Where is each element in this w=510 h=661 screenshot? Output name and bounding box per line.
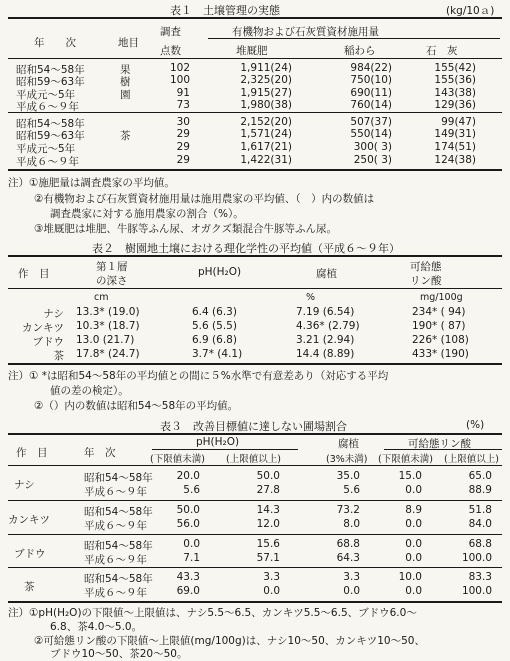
- table3-header-ph-low: (下限値未満): [150, 454, 205, 465]
- table3-ph-high: 12.0: [256, 518, 280, 530]
- table1-count: 73: [176, 99, 190, 111]
- table3-ph-high: 14.3: [256, 504, 280, 516]
- table1-header-straw: 稲わら: [344, 45, 376, 57]
- table3-group-rule: [8, 567, 502, 568]
- table1-count: 30: [176, 116, 190, 128]
- table3-p-rule: [384, 449, 502, 450]
- table1-header-group: 有機物および石灰質資材施用量: [232, 26, 379, 38]
- table3-humus: 64.3: [336, 552, 360, 564]
- table3-ph-low: 0.0: [183, 538, 200, 550]
- table2-header-rule: [8, 288, 502, 289]
- table2-unit-p: mg/100g: [420, 292, 463, 303]
- table1-manure: 1,915(27): [240, 87, 292, 99]
- table2-header-humus: 腐植: [316, 268, 337, 280]
- table3-note-1: 注）①pH(H₂O)の下限値～上限値は、ナシ5.5～6.5、カンキツ5.5～6.5、ブドウ6.0～: [8, 607, 417, 619]
- table3-humus: 8.0: [343, 518, 360, 530]
- table1-lime: 149(31): [434, 128, 476, 140]
- table3-crop: 茶: [24, 581, 35, 593]
- table3-header-ph: pH(H₂O): [196, 436, 240, 448]
- table2-depth: 10.3* (18.7): [76, 320, 140, 332]
- table3-p-high: 84.0: [468, 518, 492, 530]
- table1-note-4: ③堆厩肥は堆肥、牛豚等ふん尿、オガクズ類混合牛豚等ふん尿。: [34, 223, 337, 235]
- table3-note-2: 6.8、茶4.0～5.0。: [50, 621, 143, 633]
- table3-header-humus-sub: (3%未満): [326, 454, 368, 465]
- table3-ph-high: 0.0: [263, 585, 280, 597]
- table1-straw: 300( 3): [353, 141, 392, 153]
- table1-year: 昭和59～63年: [16, 130, 85, 142]
- table3-ph-high: 3.3: [263, 571, 280, 583]
- table3-ph-rule: [152, 449, 298, 450]
- table3-ph-low: 69.0: [176, 585, 200, 597]
- table1-year: 平成元～5年: [16, 143, 76, 155]
- table2-crop: ブドウ: [32, 336, 64, 348]
- table3-note-3: ②可給態リン酸の下限値～上限値(mg/100g)は、ナシ10～50、カンキツ10～50、: [34, 635, 425, 647]
- table3-ph-high: 15.6: [256, 538, 280, 550]
- table3-header-crop: 作 目: [16, 447, 48, 459]
- table1-area-fruit-1: 果: [120, 64, 131, 76]
- table3-header-rule: [8, 465, 502, 466]
- table1-count: 91: [176, 87, 190, 99]
- table3-p-low: 10.0: [398, 571, 422, 583]
- table3-year: 平成６～９年: [84, 554, 147, 566]
- table1-year: 平成６～９年: [16, 156, 79, 168]
- table2-depth: 17.8* (24.7): [76, 348, 140, 360]
- table3-ph-high: 57.1: [256, 552, 280, 564]
- table3-crop: ブドウ: [14, 548, 46, 560]
- table2-unit-depth: cm: [94, 292, 109, 303]
- table3-crop: ナシ: [14, 479, 35, 491]
- table2-humus: 7.19 (6.54): [296, 306, 355, 318]
- table2-note-1: 注）① *は昭和54～58年の平均値との間に５%水準で有意差あり（対応する平均: [8, 370, 389, 382]
- table3-ph-low: 56.0: [176, 518, 200, 530]
- table3-header-p-high: (上限値以上): [444, 454, 499, 465]
- table1-manure: 1,911(24): [240, 62, 292, 74]
- table1-year: 平成６～９年: [16, 101, 79, 113]
- table1-manure: 1,617(21): [240, 141, 292, 153]
- table2-p: 433* (190): [412, 348, 469, 360]
- table3-p-low: 0.0: [405, 518, 422, 530]
- table3-group-rule: [8, 500, 502, 501]
- table3-ph-high: 50.0: [256, 470, 280, 482]
- table3-year: 昭和54～58年: [84, 506, 153, 518]
- table1-header-area: 地目: [118, 37, 139, 49]
- table3-year: 平成６～９年: [84, 486, 147, 498]
- table3-humus: 68.8: [336, 538, 360, 550]
- table1-year: 昭和54～58年: [16, 64, 85, 76]
- table3-top-rule: [8, 433, 502, 435]
- table3-year: 昭和54～58年: [84, 573, 153, 585]
- table1-note-3: 調査農家に対する施用農家の割合（%）。: [50, 208, 244, 220]
- table1-lime: 129(36): [434, 99, 476, 111]
- table3-p-high: 100.0: [461, 585, 492, 597]
- table1-count: 29: [176, 141, 190, 153]
- table3-ph-high: 27.8: [256, 484, 280, 496]
- table2-p: 234* ( 94): [412, 306, 466, 318]
- table1-lime: 155(36): [434, 74, 476, 86]
- table3-humus: 5.6: [343, 484, 360, 496]
- table1-note-1: 注）①施肥量は調査農家の平均値。: [8, 177, 175, 189]
- table3-crop: カンキツ: [8, 514, 50, 526]
- table2-header-p-2: リン酸: [410, 275, 442, 287]
- table2-bottom-rule: [8, 363, 502, 365]
- table1-count: 100: [169, 74, 190, 86]
- table1-straw: 507(37): [350, 116, 392, 128]
- table2-depth: 13.3* (19.0): [76, 306, 140, 318]
- table3-header-p-low: (下限値未満): [378, 454, 433, 465]
- table1-header-rule: [8, 58, 502, 59]
- table3-p-high: 51.8: [468, 504, 492, 516]
- table1-straw: 750(10): [350, 74, 392, 86]
- table3-humus: 0.0: [343, 585, 360, 597]
- table2-humus: 14.4 (8.89): [296, 348, 355, 360]
- table2-top-rule: [8, 255, 502, 257]
- table1-straw: 550(14): [350, 128, 392, 140]
- table2-crop: 茶: [53, 350, 64, 362]
- table1-area-fruit-3: 園: [120, 89, 131, 101]
- table1-lime: 124(38): [434, 154, 476, 166]
- table3-year: 昭和54～58年: [84, 472, 153, 484]
- table1-straw: 984(22): [350, 62, 392, 74]
- table1-manure: 1,980(38): [240, 99, 292, 111]
- table1-manure: 2,325(20): [240, 74, 292, 86]
- table3-p-low: 15.0: [398, 470, 422, 482]
- table3-group-rule: [8, 534, 502, 535]
- table1-header-count-1: 調査: [160, 26, 181, 38]
- table1-header-manure: 堆厩肥: [236, 45, 268, 57]
- table3-p-low: 8.9: [405, 504, 422, 516]
- table3-humus: 73.2: [336, 504, 360, 516]
- table3-ph-low: 5.6: [183, 484, 200, 496]
- table3-p-high: 68.8: [468, 538, 492, 550]
- table2-header-ph: pH(H₂O): [198, 266, 242, 278]
- table3-year: 昭和54～58年: [84, 540, 153, 552]
- table1-lime: 174(51): [434, 141, 476, 153]
- table2-p: 226* (108): [412, 334, 469, 346]
- table1-straw: 690(11): [350, 87, 392, 99]
- table3-header-year: 年 次: [84, 447, 116, 459]
- table3-humus: 3.3: [343, 571, 360, 583]
- table2-depth: 13.0 (21.7): [76, 334, 135, 346]
- table3-year: 平成６～９年: [84, 520, 147, 532]
- table1-count: 29: [176, 154, 190, 166]
- table3-header-humus: 腐植: [338, 438, 359, 450]
- table1-mid-rule: [8, 112, 502, 113]
- table3-p-high: 65.0: [468, 470, 492, 482]
- table3-p-low: 0.0: [405, 538, 422, 550]
- table2-unit-humus: %: [306, 292, 316, 303]
- table1-header-lime: 石 灰: [426, 45, 458, 57]
- table1-area-fruit-2: 樹: [120, 76, 131, 88]
- table3-header-ph-high: (上限値以上): [226, 454, 281, 465]
- table2-p: 190* ( 87): [412, 320, 466, 332]
- table1-straw: 760(14): [350, 99, 392, 111]
- table3-unit: (%): [466, 419, 485, 431]
- table3-year: 平成６～９年: [84, 587, 147, 599]
- table1-manure: 1,422(31): [240, 154, 292, 166]
- table3-note-4: ブドウ10～50、茶20～50。: [50, 648, 188, 660]
- table1-lime: 99(47): [441, 116, 476, 128]
- table1-year: 昭和59～63年: [16, 76, 85, 88]
- table3-p-high: 100.0: [461, 552, 492, 564]
- table2-crop: ナシ: [43, 308, 64, 320]
- table3-ph-low: 20.0: [176, 470, 200, 482]
- table1-unit: (kg/10ａ): [446, 5, 495, 17]
- table1-bottom-rule: [8, 169, 502, 171]
- table2-header-depth-1: 第１層: [96, 261, 128, 273]
- table2-crop: カンキツ: [22, 322, 64, 334]
- table3-header-p: 可給態リン酸: [408, 438, 471, 450]
- table1-top-rule: [8, 17, 502, 19]
- table1-title: 表１ 土壌管理の実態: [170, 4, 280, 17]
- table2-humus: 4.36* (2.79): [296, 320, 360, 332]
- table2-header-depth-2: の深さ: [96, 275, 128, 287]
- table2-ph: 6.9 (6.8): [192, 334, 237, 346]
- table2-ph: 6.4 (6.3): [192, 306, 237, 318]
- table2-note-3: ②（）内の数値は昭和54～58年の平均値。: [34, 400, 239, 412]
- table2-humus: 3.21 (2.94): [296, 334, 355, 346]
- table2-ph: 3.7* (4.1): [192, 348, 243, 360]
- table3-p-low: 0.0: [405, 484, 422, 496]
- table3-ph-low: 43.3: [176, 571, 200, 583]
- table2-ph: 5.6 (5.5): [192, 320, 237, 332]
- table3-ph-low: 7.1: [183, 552, 200, 564]
- table1-area-tea: 茶: [120, 130, 131, 142]
- table1-header-count-2: 点数: [160, 45, 181, 57]
- table3-ph-low: 50.0: [176, 504, 200, 516]
- table3-humus: 35.0: [336, 470, 360, 482]
- table3-p-low: 0.0: [405, 552, 422, 564]
- table3-title: 表３ 改善目標値に達しない圃場割合: [160, 420, 347, 433]
- table1-lime: 155(42): [434, 62, 476, 74]
- table1-straw: 250( 3): [353, 154, 392, 166]
- table3-p-high: 88.9: [468, 484, 492, 496]
- table1-year: 昭和54～58年: [16, 118, 85, 130]
- table1-manure: 1,571(24): [240, 128, 292, 140]
- table3-p-high: 83.3: [468, 571, 492, 583]
- table1-year: 平成元～5年: [16, 89, 76, 101]
- table1-manure: 2,152(20): [240, 116, 292, 128]
- table1-note-2: ②有機物および石灰質資材施用量は施用農家の平均値、（ ）内の数値は: [34, 193, 375, 205]
- table1-header-year: 年 次: [34, 37, 76, 49]
- table2-header-p-1: 可給態: [410, 261, 442, 273]
- table2-header-crop: 作 目: [18, 268, 50, 280]
- table2-title: 表２ 樹園地土壌における理化学性の平均値（平成６～９年）: [92, 242, 400, 255]
- table1-count: 29: [176, 128, 190, 140]
- table1-lime: 143(38): [434, 87, 476, 99]
- table1-group-rule: [208, 38, 500, 39]
- table3-p-low: 0.0: [405, 585, 422, 597]
- table3-bottom-rule: [8, 601, 502, 603]
- table1-count: 102: [169, 62, 190, 74]
- table2-note-2: 値の差の検定）。: [50, 385, 129, 397]
